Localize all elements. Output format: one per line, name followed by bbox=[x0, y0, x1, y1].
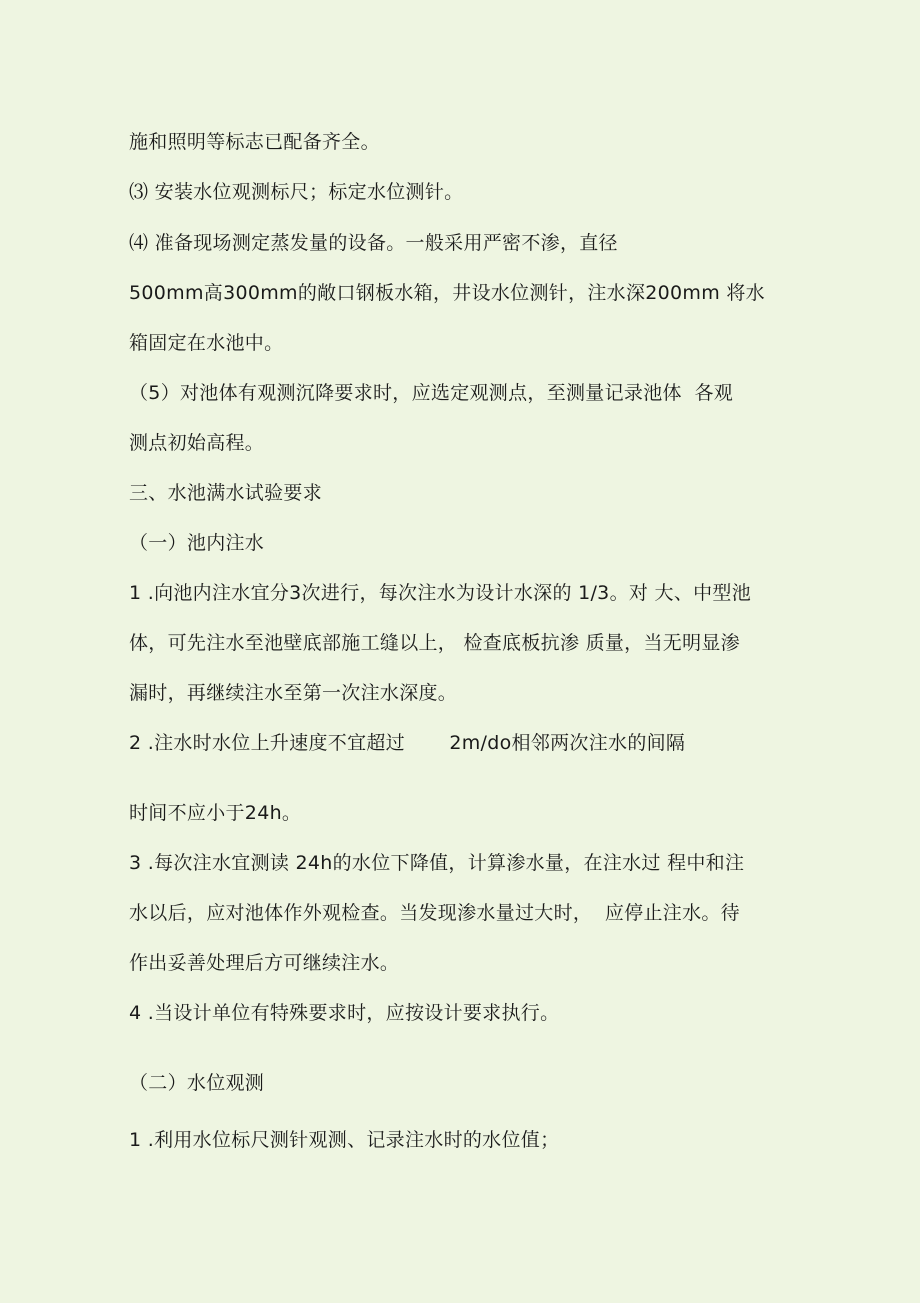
text-line: 水以后，应对池体作外观检查。当发现渗水量过大时， 应停止注水。待 bbox=[129, 902, 740, 924]
section-heading: 三、水池满水试验要求 bbox=[129, 482, 323, 504]
text-line: ⑷ 准备现场测定蒸发量的设备。一般采用严密不渗，直径 bbox=[129, 232, 618, 254]
text-line: 时间不应小于24h。 bbox=[129, 802, 302, 824]
text-line: 漏时，再继续注水至第一次注水深度。 bbox=[129, 682, 458, 704]
subsection-heading: （二）水位观测 bbox=[129, 1072, 265, 1094]
text-line: （5）对池体有观测沉降要求时，应选定观测点，至测量记录池体 各观 bbox=[129, 382, 734, 404]
text-line: 500mm高300mm的敞口钢板水箱，井设水位测针，注水深200mm 将水 bbox=[129, 282, 765, 304]
subsection-heading: （一）池内注水 bbox=[129, 532, 265, 554]
text-line: 测点初始高程。 bbox=[129, 432, 265, 454]
text-line: 施和照明等标志已配备齐全。 bbox=[129, 131, 380, 153]
text-line: 作出妥善处理后方可继续注水。 bbox=[129, 952, 400, 974]
text-line: ⑶ 安装水位观测标尺；标定水位测针。 bbox=[129, 181, 464, 203]
text-line: 箱固定在水池中。 bbox=[129, 332, 284, 354]
text-line: 体，可先注水至池壁底部施工缝以上， 检查底板抗渗 质量，当无明显渗 bbox=[129, 632, 740, 654]
text-line: 3 .每次注水宜测读 24h的水位下降值，计算渗水量，在注水过 程中和注 bbox=[129, 852, 745, 874]
text-line: 1 .向池内注水宜分3次进行，每次注水为设计水深的 1/3。对 大、中型池 bbox=[129, 582, 752, 604]
text-line: 2 .注水时水位上升速度不宜超过 2m/do相邻两次注水的间隔 bbox=[129, 732, 686, 754]
text-line: 1 .利用水位标尺测针观测、记录注水时的水位值； bbox=[129, 1129, 560, 1151]
text-line: 4 .当设计单位有特殊要求时，应按设计要求执行。 bbox=[129, 1002, 560, 1024]
